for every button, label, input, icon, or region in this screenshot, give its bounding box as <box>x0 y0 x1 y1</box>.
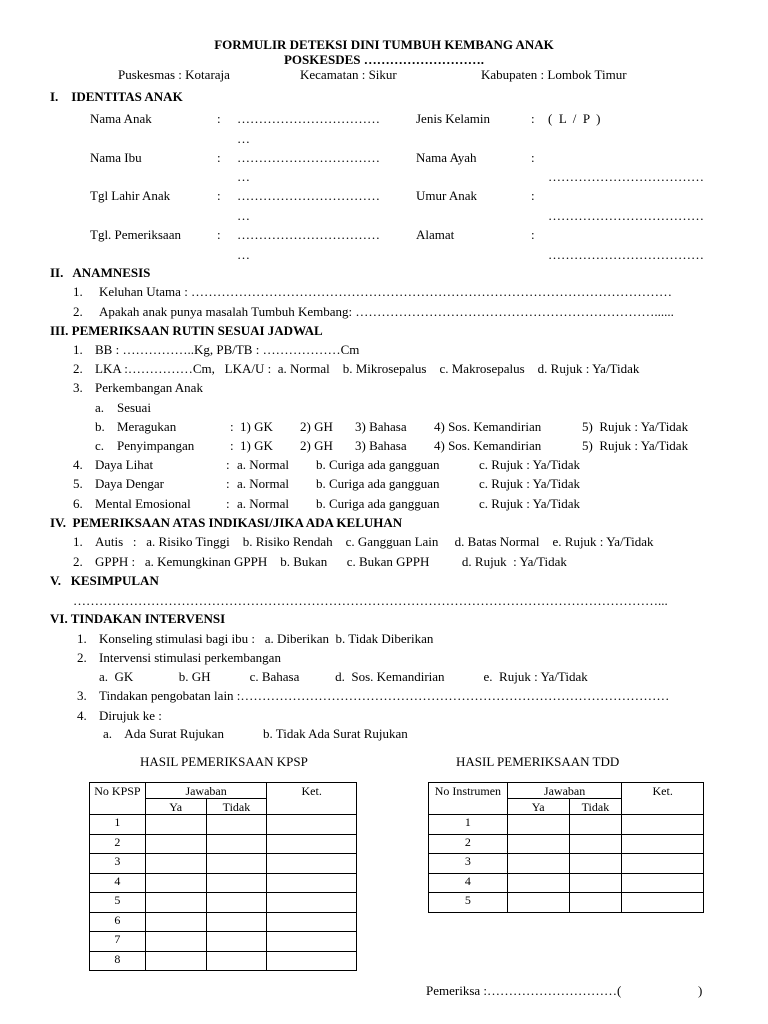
colon: : <box>217 227 221 242</box>
table-row <box>90 932 357 952</box>
colon: : <box>217 150 221 165</box>
item-number: 6. <box>73 496 83 511</box>
cell-ya[interactable] <box>145 912 206 932</box>
field-kesimpulan[interactable]: ………………………………………………………………………………………………………………………... <box>73 593 668 608</box>
cell-ket[interactable] <box>622 815 704 835</box>
cell-ya[interactable] <box>507 873 569 893</box>
col-jawaban: Jawaban <box>507 783 622 799</box>
colon: : <box>230 438 234 453</box>
section-kesimpulan-title: V. KESIMPULAN <box>50 573 159 588</box>
item-number: 1. <box>73 534 83 549</box>
cell-ya[interactable] <box>145 854 206 874</box>
field-tgl-lahir-wrap: … <box>237 208 250 223</box>
option-curiga[interactable]: b. Curiga ada gangguan <box>316 496 440 511</box>
table-row <box>429 854 704 874</box>
table-row <box>90 873 357 893</box>
cell-ya[interactable] <box>145 951 206 971</box>
field-bb-pb[interactable]: BB : ……………..Kg, PB/TB : ………………Cm <box>95 342 360 357</box>
item-number: 4. <box>77 708 87 723</box>
col-no-kpsp: No KPSP <box>90 783 146 815</box>
cell-ya[interactable] <box>145 815 206 835</box>
field-tgl-pemeriksaan-wrap: … <box>237 247 250 262</box>
col-ket: Ket. <box>267 783 357 799</box>
tdd-table <box>428 782 704 913</box>
header-kecamatan: Kecamatan : Sikur <box>300 67 397 82</box>
colon: : <box>217 111 221 126</box>
form-subtitle: POSKESDES ………………………. <box>283 52 485 67</box>
row-number: 2 <box>90 834 146 854</box>
field-nama-anak-wrap: … <box>237 131 250 146</box>
tdd-title: HASIL PEMERIKSAAN TDD <box>456 754 620 769</box>
option-sos-kemandirian[interactable]: 4) Sos. Kemandirian <box>434 438 542 453</box>
col-jawaban: Jawaban <box>145 783 267 799</box>
item-number: 5. <box>73 476 83 491</box>
cell-tidak[interactable] <box>569 873 622 893</box>
cell-ket[interactable] <box>267 834 357 854</box>
row-number: 5 <box>90 893 146 913</box>
row-number: 3 <box>429 854 508 874</box>
cell-ya[interactable] <box>145 932 206 952</box>
table-row <box>429 873 704 893</box>
label-mental-emosional: Mental Emosional <box>95 496 191 511</box>
cell-tidak[interactable] <box>206 834 267 854</box>
cell-ket[interactable] <box>267 932 357 952</box>
cell-tidak[interactable] <box>206 932 267 952</box>
colon: : <box>226 476 230 491</box>
row-number: 3 <box>90 854 146 874</box>
colon: : <box>531 111 535 126</box>
cell-tidak[interactable] <box>206 912 267 932</box>
item-number: 3. <box>73 380 83 395</box>
field-nama-ayah[interactable]: ……………………………… <box>548 169 704 184</box>
item-number: 4. <box>73 457 83 472</box>
option-sesuai[interactable]: Sesuai <box>117 400 151 415</box>
row-number: 8 <box>90 951 146 971</box>
col-ket-blank <box>267 799 357 815</box>
item-number: 2. <box>77 650 87 665</box>
cell-tidak[interactable] <box>569 815 622 835</box>
option-normal[interactable]: a. Normal <box>237 476 289 491</box>
option-curiga[interactable]: b. Curiga ada gangguan <box>316 457 440 472</box>
kpsp-title: HASIL PEMERIKSAAN KPSP <box>140 754 308 769</box>
label-tgl-lahir: Tgl Lahir Anak <box>90 188 171 203</box>
cell-ket[interactable] <box>622 834 704 854</box>
header-kabupaten: Kabupaten : Lombok Timur <box>481 67 627 82</box>
option-gk[interactable]: 1) GK <box>240 419 273 434</box>
kpsp-table <box>89 782 357 971</box>
cell-ya[interactable] <box>145 873 206 893</box>
colon: : <box>217 188 221 203</box>
header-puskesmas: Puskesmas : Kotaraja <box>118 67 230 82</box>
field-alamat[interactable]: ……………………………… <box>548 247 704 262</box>
cell-ket[interactable] <box>622 893 704 913</box>
cell-tidak[interactable] <box>206 893 267 913</box>
option-rujuk[interactable]: c. Rujuk : Ya/Tidak <box>479 476 581 491</box>
cell-ket[interactable] <box>267 854 357 874</box>
option-sos-kemandirian[interactable]: 4) Sos. Kemandirian <box>434 419 542 434</box>
colon: : <box>226 457 230 472</box>
row-number: 5 <box>429 893 508 913</box>
cell-ket[interactable] <box>267 912 357 932</box>
table-row <box>90 912 357 932</box>
cell-tidak[interactable] <box>569 854 622 874</box>
item-number: 2. <box>73 554 83 569</box>
section-indikasi-title: IV. PEMERIKSAAN ATAS INDIKASI/JIKA ADA KELUHAN <box>50 515 403 530</box>
field-keluhan-utama[interactable]: Keluhan Utama : ………………………………………………………………………………………………… <box>99 284 673 299</box>
form-title: FORMULIR DETEKSI DINI TUMBUH KEMBANG ANAK <box>214 37 554 52</box>
cell-tidak[interactable] <box>569 893 622 913</box>
option-letter: b. <box>95 419 105 434</box>
field-tindakan-pengobatan[interactable]: Tindakan pengobatan lain :……………………………………………………………………………………… <box>99 688 670 703</box>
option-gh[interactable]: 2) GH <box>300 419 333 434</box>
label-nama-ayah: Nama Ayah <box>416 150 477 165</box>
item-number: 1. <box>73 284 83 299</box>
section-intervensi-title: VI. TINDAKAN INTERVENSI <box>50 611 226 626</box>
table-row <box>429 893 704 913</box>
label-umur-anak: Umur Anak <box>416 188 478 203</box>
option-bahasa[interactable]: 3) Bahasa <box>355 438 407 453</box>
colon: : <box>531 227 535 242</box>
col-ket: Ket. <box>622 783 704 799</box>
cell-ya[interactable] <box>507 815 569 835</box>
label-daya-dengar: Daya Dengar <box>95 476 164 491</box>
col-tidak: Tidak <box>206 799 267 815</box>
cell-ya[interactable] <box>507 893 569 913</box>
cell-tidak[interactable] <box>569 834 622 854</box>
cell-ket[interactable] <box>622 873 704 893</box>
option-rujuk[interactable]: 5) Rujuk : Ya/Tidak <box>582 419 689 434</box>
option-normal[interactable]: a. Normal <box>237 496 289 511</box>
cell-ya[interactable] <box>507 854 569 874</box>
label-perkembangan-anak: Perkembangan Anak <box>95 380 203 395</box>
table-row <box>429 815 704 835</box>
field-tgl-lahir[interactable]: …………………………… <box>237 188 380 203</box>
label-daya-lihat: Daya Lihat <box>95 457 154 472</box>
colon: : <box>226 496 230 511</box>
table-row <box>429 834 704 854</box>
cell-tidak[interactable] <box>206 951 267 971</box>
colon: : <box>531 150 535 165</box>
item-number: 2. <box>73 361 83 376</box>
row-number: 1 <box>90 815 146 835</box>
cell-tidak[interactable] <box>206 815 267 835</box>
item-number: 3. <box>77 688 87 703</box>
col-ket-blank <box>622 799 704 815</box>
colon: : <box>230 419 234 434</box>
table-header-row <box>429 783 704 799</box>
option-letter: a. <box>95 400 105 415</box>
field-umur-anak[interactable]: ……………………………… <box>548 208 704 223</box>
field-gpph[interactable]: GPPH : a. Kemungkinan GPPH b. Bukan c. Bukan GPPH d. Rujuk : Ya/Tidak <box>95 554 567 569</box>
option-rujuk[interactable]: c. Rujuk : Ya/Tidak <box>479 457 581 472</box>
table-row <box>90 893 357 913</box>
cell-ya[interactable] <box>145 893 206 913</box>
cell-ya[interactable] <box>145 834 206 854</box>
row-number: 4 <box>429 873 508 893</box>
section-anamnesis-title: II. ANAMNESIS <box>50 265 151 280</box>
cell-ket[interactable] <box>267 893 357 913</box>
colon: : <box>531 188 535 203</box>
option-curiga[interactable]: b. Curiga ada gangguan <box>316 476 440 491</box>
item-number: 1. <box>73 342 83 357</box>
field-intervensi-options[interactable]: a. GK b. GH c. Bahasa d. Sos. Kemandirian e. Rujuk : Ya/Tidak <box>99 669 588 684</box>
label-tgl-pemeriksaan: Tgl. Pemeriksaan <box>90 227 181 242</box>
row-number: 2 <box>429 834 508 854</box>
option-normal[interactable]: a. Normal <box>237 457 289 472</box>
option-rujuk[interactable]: c. Rujuk : Ya/Tidak <box>479 496 581 511</box>
cell-tidak[interactable] <box>206 873 267 893</box>
item-number: 2. <box>73 304 83 319</box>
label-dirujuk: Dirujuk ke : <box>99 708 162 723</box>
field-masalah-tumbuh-kembang[interactable]: Apakah anak punya masalah Tumbuh Kembang: ……………………………………………………………...... <box>99 304 674 319</box>
row-number: 7 <box>90 932 146 952</box>
row-number: 4 <box>90 873 146 893</box>
table-row <box>90 854 357 874</box>
cell-ket[interactable] <box>622 854 704 874</box>
option-bahasa[interactable]: 3) Bahasa <box>355 419 407 434</box>
field-autis[interactable]: Autis : a. Risiko Tinggi b. Risiko Rendah c. Gangguan Lain d. Batas Normal e. Rujuk : Ya/Tidak <box>95 534 654 549</box>
label-penyimpangan: Penyimpangan <box>117 438 195 453</box>
field-nama-ibu-wrap: … <box>237 169 250 184</box>
label-alamat: Alamat <box>416 227 455 242</box>
label-intervensi-stimulasi: Intervensi stimulasi perkembangan <box>99 650 281 665</box>
cell-ket[interactable] <box>267 873 357 893</box>
field-nama-anak[interactable]: …………………………… <box>237 111 380 126</box>
table-header-row <box>90 783 357 799</box>
label-jenis-kelamin: Jenis Kelamin <box>416 111 491 126</box>
field-surat-rujukan[interactable]: a. Ada Surat Rujukan b. Tidak Ada Surat Rujukan <box>103 726 408 741</box>
field-lka[interactable]: LKA :……………Cm, LKA/U : a. Normal b. Mikrosepalus c. Makrosepalus d. Rujuk : Ya/Tidak <box>95 361 640 376</box>
col-tidak: Tidak <box>569 799 622 815</box>
table-row <box>90 815 357 835</box>
section-identitas-title: I. IDENTITAS ANAK <box>50 89 183 104</box>
section-pemeriksaan-rutin-title: III. PEMERIKSAAN RUTIN SESUAI JADWAL <box>50 323 323 338</box>
col-no-instrumen: No Instrumen <box>429 783 508 815</box>
option-letter: c. <box>95 438 105 453</box>
cell-ket[interactable] <box>267 951 357 971</box>
cell-ket[interactable] <box>267 815 357 835</box>
label-meragukan: Meragukan <box>117 419 177 434</box>
cell-ya[interactable] <box>507 834 569 854</box>
row-number: 6 <box>90 912 146 932</box>
field-pemeriksa[interactable]: Pemeriksa :…………………………( <box>426 983 622 998</box>
label-nama-ibu: Nama Ibu <box>90 150 142 165</box>
table-row <box>90 834 357 854</box>
row-number: 1 <box>429 815 508 835</box>
cell-tidak[interactable] <box>206 854 267 874</box>
pemeriksa-close: ) <box>698 983 703 998</box>
item-number: 1. <box>77 631 87 646</box>
field-nama-ibu[interactable]: …………………………… <box>237 150 380 165</box>
option-gk[interactable]: 1) GK <box>240 438 273 453</box>
field-jenis-kelamin[interactable]: ( L / P ) <box>548 111 601 126</box>
option-gh[interactable]: 2) GH <box>300 438 333 453</box>
field-tgl-pemeriksaan[interactable]: …………………………… <box>237 227 380 242</box>
col-ya: Ya <box>145 799 206 815</box>
table-row <box>90 951 357 971</box>
col-ya: Ya <box>507 799 569 815</box>
field-konseling[interactable]: Konseling stimulasi bagi ibu : a. Diberikan b. Tidak Diberikan <box>99 631 434 646</box>
option-rujuk[interactable]: 5) Rujuk : Ya/Tidak <box>582 438 689 453</box>
label-nama-anak: Nama Anak <box>90 111 152 126</box>
